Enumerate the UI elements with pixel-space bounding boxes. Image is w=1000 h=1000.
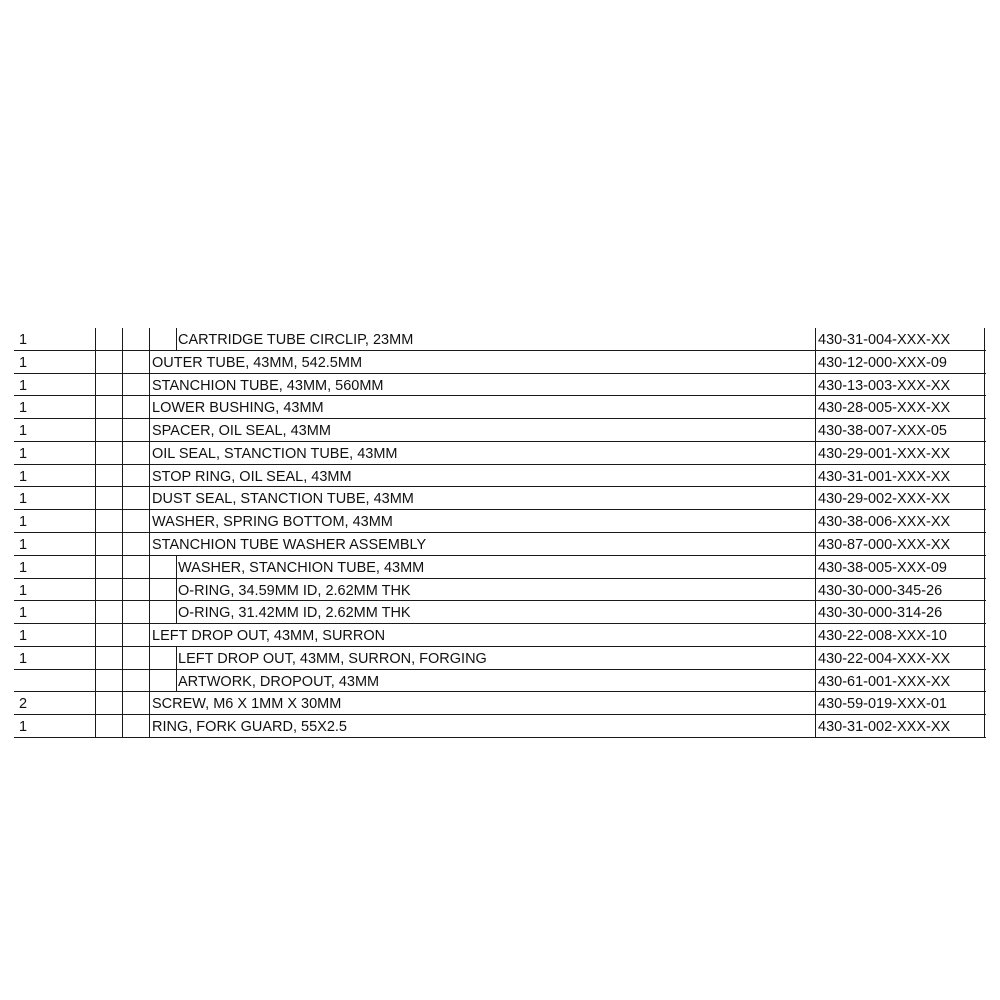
description-cell: O-RING, 34.59MM ID, 2.62MM THK: [178, 582, 411, 599]
part-number-cell: 430-31-001-XXX-XX: [818, 468, 951, 485]
row-divider: [14, 737, 986, 738]
table-row: [14, 328, 986, 351]
table-row: [14, 374, 986, 397]
quantity-cell: 1: [19, 445, 28, 462]
table-row: [14, 601, 986, 624]
indent-divider: [176, 556, 177, 579]
description-cell: WASHER, SPRING BOTTOM, 43MM: [152, 514, 393, 531]
indent-divider: [176, 579, 177, 602]
quantity-cell: 1: [19, 605, 28, 622]
description-cell: STANCHION TUBE, 43MM, 560MM: [152, 377, 384, 394]
description-cell: WASHER, STANCHION TUBE, 43MM: [178, 559, 425, 576]
quantity-cell: 1: [19, 650, 28, 667]
description-cell: SPACER, OIL SEAL, 43MM: [152, 423, 331, 440]
quantity-cell: 1: [19, 559, 28, 576]
description-cell: O-RING, 31.42MM ID, 2.62MM THK: [178, 605, 411, 622]
part-number-cell: 430-59-019-XXX-01: [818, 696, 947, 713]
quantity-cell: 1: [19, 582, 28, 599]
quantity-cell: 1: [19, 354, 28, 371]
table-row: [14, 487, 986, 510]
table-row: [14, 556, 986, 579]
table-row: [14, 351, 986, 374]
description-cell: OIL SEAL, STANCTION TUBE, 43MM: [152, 445, 398, 462]
quantity-cell: 1: [19, 719, 28, 736]
quantity-cell: 1: [19, 400, 28, 417]
part-number-cell: 430-22-008-XXX-10: [818, 628, 947, 645]
part-number-cell: 430-13-003-XXX-XX: [818, 377, 951, 394]
part-number-cell: 430-61-001-XXX-XX: [818, 673, 951, 690]
part-number-cell: 430-31-004-XXX-XX: [818, 332, 951, 348]
description-cell: SCREW, M6 X 1MM X 30MM: [152, 696, 342, 713]
description-cell: LOWER BUSHING, 43MM: [152, 400, 324, 417]
description-cell: STANCHION TUBE WASHER ASSEMBLY: [152, 537, 427, 553]
part-number-cell: 430-38-006-XXX-XX: [818, 514, 951, 531]
quantity-cell: 1: [19, 628, 28, 645]
description-cell: STOP RING, OIL SEAL, 43MM: [152, 468, 352, 485]
quantity-cell: 1: [19, 491, 28, 508]
table-row: [14, 465, 986, 488]
part-number-cell: 430-30-000-314-26: [818, 605, 943, 622]
indent-divider: [176, 601, 177, 624]
part-number-cell: 430-38-005-XXX-09: [818, 559, 947, 576]
description-cell: RING, FORK GUARD, 55X2.5: [152, 719, 347, 736]
table-row: [14, 396, 986, 419]
table-row: [14, 579, 986, 602]
part-number-cell: 430-12-000-XXX-09: [818, 354, 947, 371]
description-cell: LEFT DROP OUT, 43MM, SURRON: [152, 628, 386, 645]
indent-divider: [176, 328, 177, 351]
table-row: [14, 442, 986, 465]
part-number-cell: 430-30-000-345-26: [818, 582, 943, 599]
table-row: [14, 419, 986, 442]
quantity-cell: 1: [19, 468, 28, 485]
table-row: [14, 715, 986, 738]
part-number-cell: 430-29-001-XXX-XX: [818, 445, 951, 462]
description-cell: CARTRIDGE TUBE CIRCLIP, 23MM: [178, 332, 414, 348]
quantity-cell: 1: [19, 332, 28, 348]
part-number-cell: 430-38-007-XXX-05: [818, 423, 947, 440]
indent-divider: [176, 647, 177, 670]
part-number-cell: 430-28-005-XXX-XX: [818, 400, 951, 417]
part-number-cell: 430-87-000-XXX-XX: [818, 537, 951, 553]
table-row: [14, 670, 986, 693]
quantity-cell: 2: [19, 696, 28, 713]
part-number-cell: 430-22-004-XXX-XX: [818, 650, 951, 667]
description-cell: OUTER TUBE, 43MM, 542.5MM: [152, 354, 363, 371]
table-row: [14, 692, 986, 715]
indent-divider: [176, 670, 177, 693]
description-cell: ARTWORK, DROPOUT, 43MM: [178, 673, 380, 690]
quantity-cell: 1: [19, 514, 28, 531]
part-number-cell: 430-31-002-XXX-XX: [818, 719, 951, 736]
table-row: [14, 533, 986, 556]
table-row: [14, 624, 986, 647]
description-cell: DUST SEAL, STANCTION TUBE, 43MM: [152, 491, 414, 508]
table-row: [14, 647, 986, 670]
quantity-cell: 1: [19, 423, 28, 440]
quantity-cell: 1: [19, 377, 28, 394]
part-number-cell: 430-29-002-XXX-XX: [818, 491, 951, 508]
quantity-cell: 1: [19, 537, 28, 553]
description-cell: LEFT DROP OUT, 43MM, SURRON, FORGING: [178, 650, 487, 667]
quantity-cell: [19, 670, 89, 693]
bom-table: [14, 328, 986, 738]
table-row: [14, 510, 986, 533]
